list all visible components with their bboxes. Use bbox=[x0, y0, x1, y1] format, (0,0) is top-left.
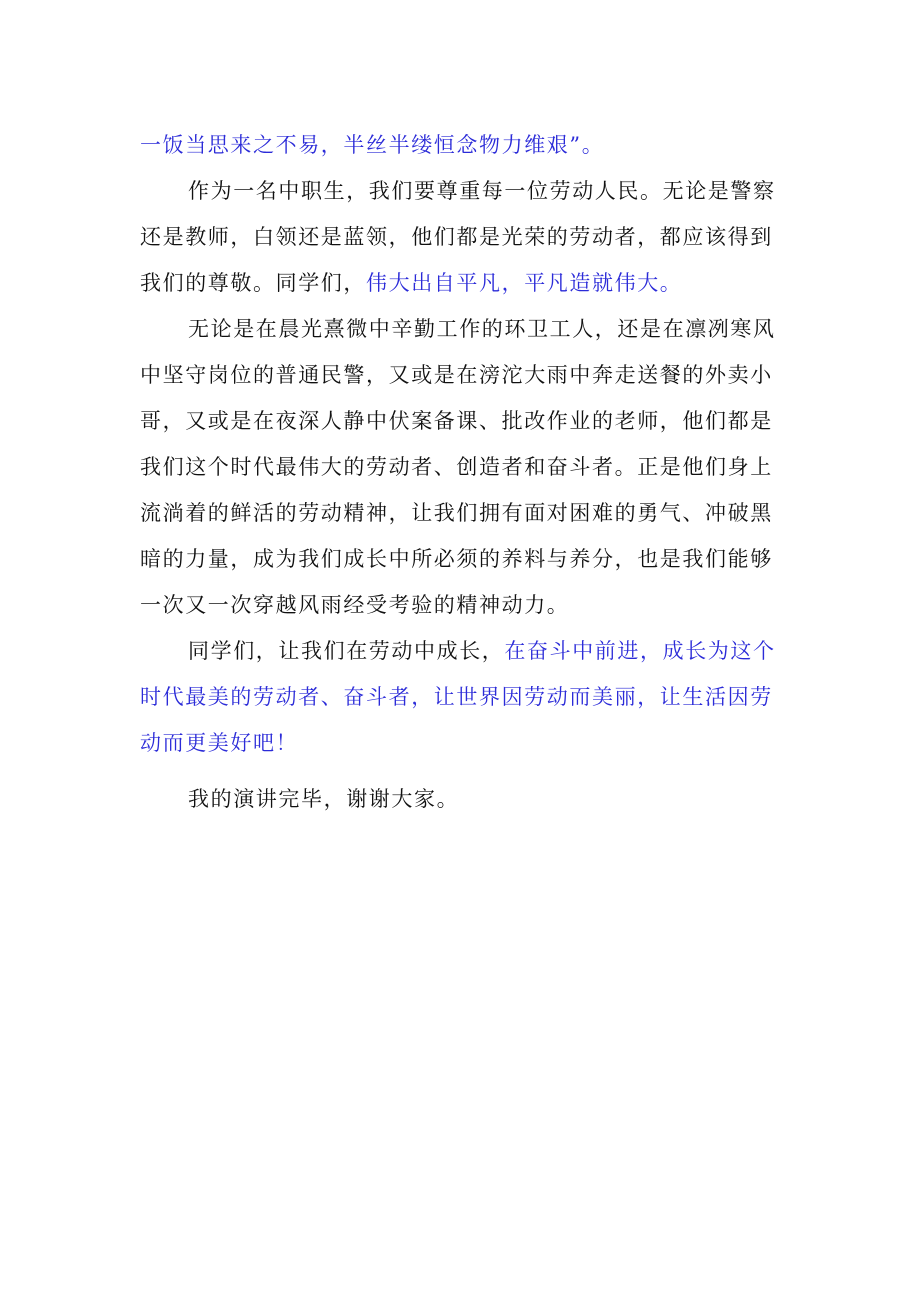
paragraph-1 bbox=[140, 122, 788, 168]
paragraph-2-line-1: 作为一名中职生，我们要尊重每一位劳动人民。无论是警察 bbox=[188, 179, 776, 203]
paragraph-2-line-3 bbox=[140, 260, 788, 306]
paragraph-4-line-1-plain: 同学们，让我们在劳动中成长， bbox=[188, 639, 505, 663]
paragraph-2-line-3-plain: 我们的尊敬。同学们， bbox=[140, 271, 366, 295]
paragraph-4 bbox=[140, 628, 788, 766]
paragraph-2 bbox=[140, 168, 788, 306]
paragraph-1-line-1: 一饭当思来之不易，半丝半缕恒念物力维艰”。 bbox=[140, 133, 605, 157]
paragraph-4-line-1 bbox=[140, 628, 788, 674]
paragraph-3-line-5: 流淌着的鲜活的劳动精神，让我们拥有面对困难的勇气、冲破黑 bbox=[140, 501, 773, 525]
paragraph-2-line-3-highlight: 伟大出自平凡，平凡造就伟大。 bbox=[366, 271, 683, 295]
paragraph-3 bbox=[140, 306, 788, 628]
speech-body bbox=[140, 122, 788, 822]
paragraph-4-line-3: 动而更美好吧！ bbox=[140, 731, 299, 755]
paragraph-3-line-3: 哥，又或是在夜深人静中伏案备课、批改作业的老师，他们都是 bbox=[140, 409, 773, 433]
paragraph-3-line-2: 中坚守岗位的普通民警，又或是在滂沱大雨中奔走送餐的外卖小 bbox=[140, 363, 773, 387]
paragraph-3-line-1: 无论是在晨光熹微中辛勤工作的环卫工人，还是在凛冽寒风 bbox=[188, 317, 776, 341]
paragraph-3-line-4: 我们这个时代最伟大的劳动者、创造者和奋斗者。正是他们身上 bbox=[140, 455, 773, 479]
paragraph-3-line-7: 一次又一次穿越风雨经受考验的精神动力。 bbox=[140, 593, 570, 617]
paragraph-2-line-2: 还是教师，白领还是蓝领，他们都是光荣的劳动者，都应该得到 bbox=[140, 225, 773, 249]
paragraph-5 bbox=[140, 776, 788, 822]
paragraph-5-line-1: 我的演讲完毕，谢谢大家。 bbox=[188, 787, 460, 811]
paragraph-4-line-2: 时代最美的劳动者、奋斗者，让世界因劳动而美丽，让生活因劳 bbox=[140, 685, 773, 709]
paragraph-3-line-6: 暗的力量，成为我们成长中所必须的养料与养分，也是我们能够 bbox=[140, 547, 773, 571]
paragraph-4-line-1-highlight: 在奋斗中前进，成长为这个 bbox=[504, 639, 776, 663]
